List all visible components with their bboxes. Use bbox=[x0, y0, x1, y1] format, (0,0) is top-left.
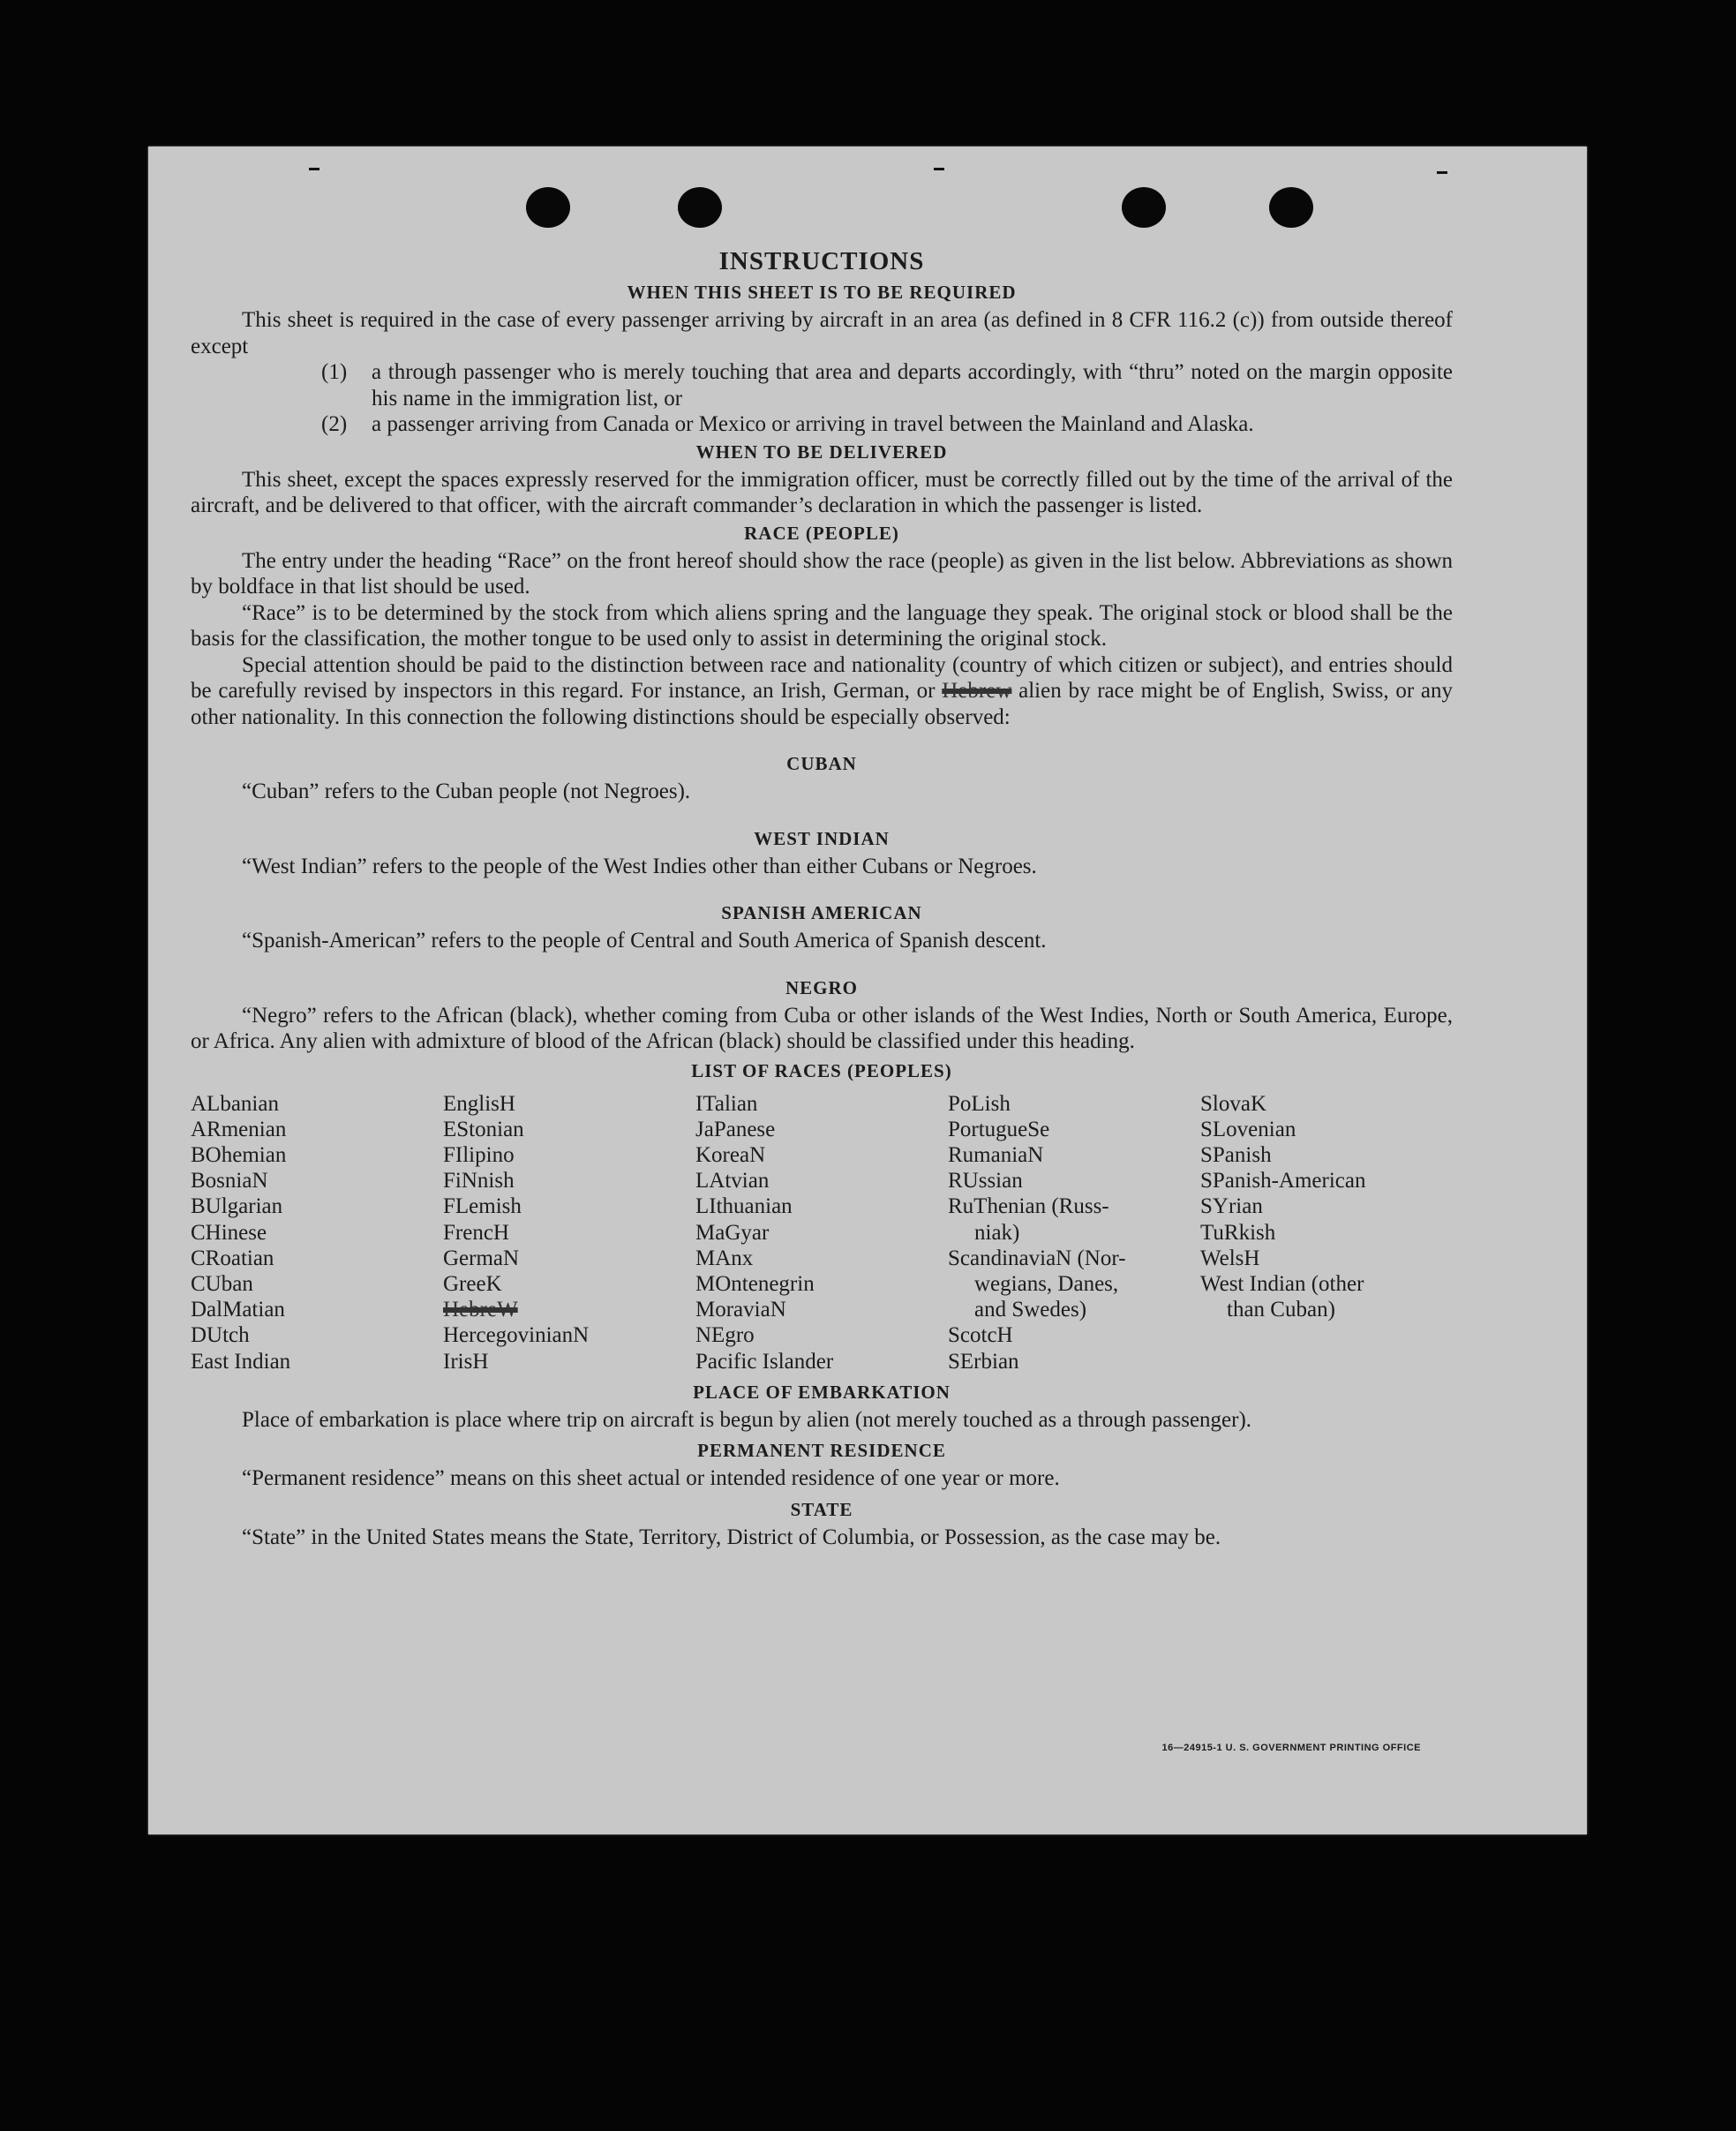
race-entry: RUssian bbox=[948, 1169, 1023, 1194]
race-entry: LAtvian bbox=[695, 1169, 770, 1194]
section-heading: PERMANENT RESIDENCE bbox=[697, 1440, 946, 1462]
paragraph: “Cuban” refers to the Cuban people (not Negroes). bbox=[242, 779, 691, 803]
race-entry: KoreaN bbox=[695, 1142, 766, 1167]
section-heading: WHEN TO BE DELIVERED bbox=[695, 441, 948, 463]
race-entry: East Indian bbox=[191, 1349, 291, 1374]
race-entry: SlovaK bbox=[1200, 1091, 1266, 1116]
race-entry: FrencH bbox=[443, 1220, 509, 1245]
race-entry: GreeK bbox=[443, 1271, 502, 1296]
race-entry: HercegovinianN bbox=[443, 1323, 590, 1348]
section-heading: WHEN THIS SHEET IS TO BE REQUIRED bbox=[627, 282, 1017, 303]
document-sheet bbox=[148, 147, 1587, 1834]
race-entry: LIthuanian bbox=[695, 1194, 793, 1219]
paragraph: Special attention should be paid to the distinction between race and nationality (country of which citizen or subject), and entries should be carefully revised by inspectors in this regard. For instance, an Irish, German, or Hebrew alien by race might be of English, Swiss, or any other nationality. In this connection the following distinctions should be especially observed: bbox=[191, 652, 1453, 729]
section-heading: LIST OF RACES (PEOPLES) bbox=[691, 1059, 952, 1081]
race-list bbox=[191, 1091, 1453, 1374]
race-column bbox=[695, 1091, 948, 1374]
edge-mark bbox=[934, 168, 944, 170]
race-column bbox=[948, 1091, 1200, 1374]
race-entry: SPanish-American bbox=[1200, 1169, 1366, 1194]
race-entry: BUlgarian bbox=[191, 1194, 283, 1219]
paragraph: Place of embarkation is place where trip on aircraft is begun by alien (not merely touched as a through passenger). bbox=[242, 1407, 1252, 1432]
race-entry: PortugueSe bbox=[948, 1117, 1050, 1141]
race-entry: CUban bbox=[191, 1271, 253, 1296]
race-entry: DalMatian bbox=[191, 1298, 285, 1322]
race-entry: PoLish bbox=[948, 1091, 1011, 1116]
race-entry: MOntenegrin bbox=[695, 1271, 815, 1296]
race-entry: ALbanian bbox=[191, 1091, 279, 1116]
race-entry: ScotcH bbox=[948, 1323, 1013, 1348]
race-entry: FiNnish bbox=[443, 1169, 515, 1194]
race-entry: IrisH bbox=[443, 1349, 489, 1374]
race-entry: RuThenian (Russ- bbox=[948, 1194, 1109, 1219]
paragraph: “West Indian” refers to the people of the West Indies other than either Cubans or Negroes. bbox=[242, 854, 1037, 878]
section-heading: STATE bbox=[790, 1498, 853, 1520]
race-entry: NEgro bbox=[695, 1323, 755, 1348]
race-entry: RumaniaN bbox=[948, 1142, 1044, 1167]
instructions-body bbox=[191, 247, 1453, 1550]
punch-hole bbox=[1122, 187, 1166, 228]
race-entry: SLovenian bbox=[1200, 1117, 1296, 1141]
race-entry: DUtch bbox=[191, 1323, 250, 1348]
paragraph: The entry under the heading “Race” on the front hereof should show the race (people) as given in the list below. Abbreviations as shown by boldface in that list should be used. bbox=[191, 548, 1453, 599]
paragraph: “Negro” refers to the African (black), whether coming from Cuba or other islands of the West Indies, North or South America, Europe, or Africa. Any alien with admixture of blood of the African (black) should be classified under this heading. bbox=[191, 1003, 1453, 1053]
section-heading: RACE (PEOPLE) bbox=[744, 522, 899, 544]
section-heading: SPANISH AMERICAN bbox=[721, 902, 922, 923]
race-entry: MoraviaN bbox=[695, 1298, 786, 1322]
race-column bbox=[191, 1091, 443, 1374]
paragraph: “Race” is to be determined by the stock from which aliens spring and the language they speak. The original stock or blood shall be the basis for the classification, the mother tongue to be used only to assist in determining the original stock. bbox=[191, 600, 1453, 651]
section-heading: PLACE OF EMBARKATION bbox=[693, 1381, 951, 1403]
race-column bbox=[443, 1091, 695, 1374]
race-entry: JaPanese bbox=[695, 1117, 776, 1141]
edge-mark bbox=[309, 168, 319, 170]
race-entry: SPanish bbox=[1200, 1142, 1272, 1167]
struck-word: Hebrew bbox=[942, 679, 1012, 703]
race-column bbox=[1200, 1091, 1453, 1374]
race-entry: wegians, Danes, bbox=[974, 1271, 1119, 1296]
paragraph: “State” in the United States means the State, Territory, District of Columbia, or Possession, as the case may be. bbox=[242, 1525, 1221, 1549]
race-entry: ARmenian bbox=[191, 1117, 287, 1141]
race-entry: SYrian bbox=[1200, 1194, 1263, 1219]
race-entry: FIlipino bbox=[443, 1142, 515, 1167]
section-heading: WEST INDIAN bbox=[754, 827, 890, 849]
race-entry: niak) bbox=[974, 1220, 1020, 1245]
page-title: INSTRUCTIONS bbox=[718, 247, 925, 275]
race-entry: EnglisH bbox=[443, 1091, 515, 1116]
race-entry: than Cuban) bbox=[1227, 1298, 1335, 1322]
race-entry: EStonian bbox=[443, 1117, 524, 1141]
race-entry: SErbian bbox=[948, 1349, 1019, 1374]
race-entry: ITalian bbox=[695, 1091, 758, 1116]
race-entry: BOhemian bbox=[191, 1142, 287, 1167]
section-heading: CUBAN bbox=[786, 753, 857, 774]
paragraph: This sheet is required in the case of every passenger arriving by aircraft in an area (as defined in 8 CFR 116.2 (c)) from outside thereof except bbox=[191, 308, 1453, 358]
edge-mark bbox=[1437, 171, 1447, 174]
race-entry: CRoatian bbox=[191, 1246, 274, 1270]
race-entry: MAnx bbox=[695, 1246, 754, 1270]
race-entry: and Swedes) bbox=[974, 1298, 1087, 1322]
printer-imprint: 16—24915-1 U. S. GOVERNMENT PRINTING OFFICE bbox=[1161, 1743, 1421, 1753]
paragraph: “Spanish-American” refers to the people of Central and South America of Spanish descent. bbox=[242, 929, 1047, 953]
numbered-item: (1) a through passenger who is merely touching that area and departs accordingly, with “thru” noted on the margin opposite his name in the immigration list, or bbox=[321, 360, 1453, 410]
race-entry: BosniaN bbox=[191, 1169, 268, 1194]
race-entry: West Indian (other bbox=[1200, 1271, 1364, 1296]
section-heading: NEGRO bbox=[785, 976, 858, 998]
numbered-item: (2) a passenger arriving from Canada or Mexico or arriving in travel between the Mainland and Alaska. bbox=[321, 412, 1254, 436]
punch-hole bbox=[678, 187, 722, 228]
race-entry: HebreW bbox=[443, 1298, 518, 1322]
race-entry: TuRkish bbox=[1200, 1220, 1276, 1245]
race-entry: FLemish bbox=[443, 1194, 522, 1219]
paragraph: “Permanent residence” means on this sheet actual or intended residence of one year or more. bbox=[242, 1466, 1060, 1491]
paragraph: This sheet, except the spaces expressly reserved for the immigration officer, must be correctly filled out by the time of the arrival of the aircraft, and be delivered to that officer, with the aircraft commander’s declaration in which the passenger is listed. bbox=[191, 467, 1453, 517]
race-entry: ScandinaviaN (Nor- bbox=[948, 1246, 1126, 1270]
race-entry: Pacific Islander bbox=[695, 1349, 834, 1374]
punch-hole bbox=[526, 187, 570, 228]
race-entry: MaGyar bbox=[695, 1220, 770, 1245]
punch-hole bbox=[1269, 187, 1313, 228]
race-entry: WelsH bbox=[1200, 1246, 1260, 1270]
race-entry: GermaN bbox=[443, 1246, 520, 1270]
race-entry: CHinese bbox=[191, 1220, 267, 1245]
